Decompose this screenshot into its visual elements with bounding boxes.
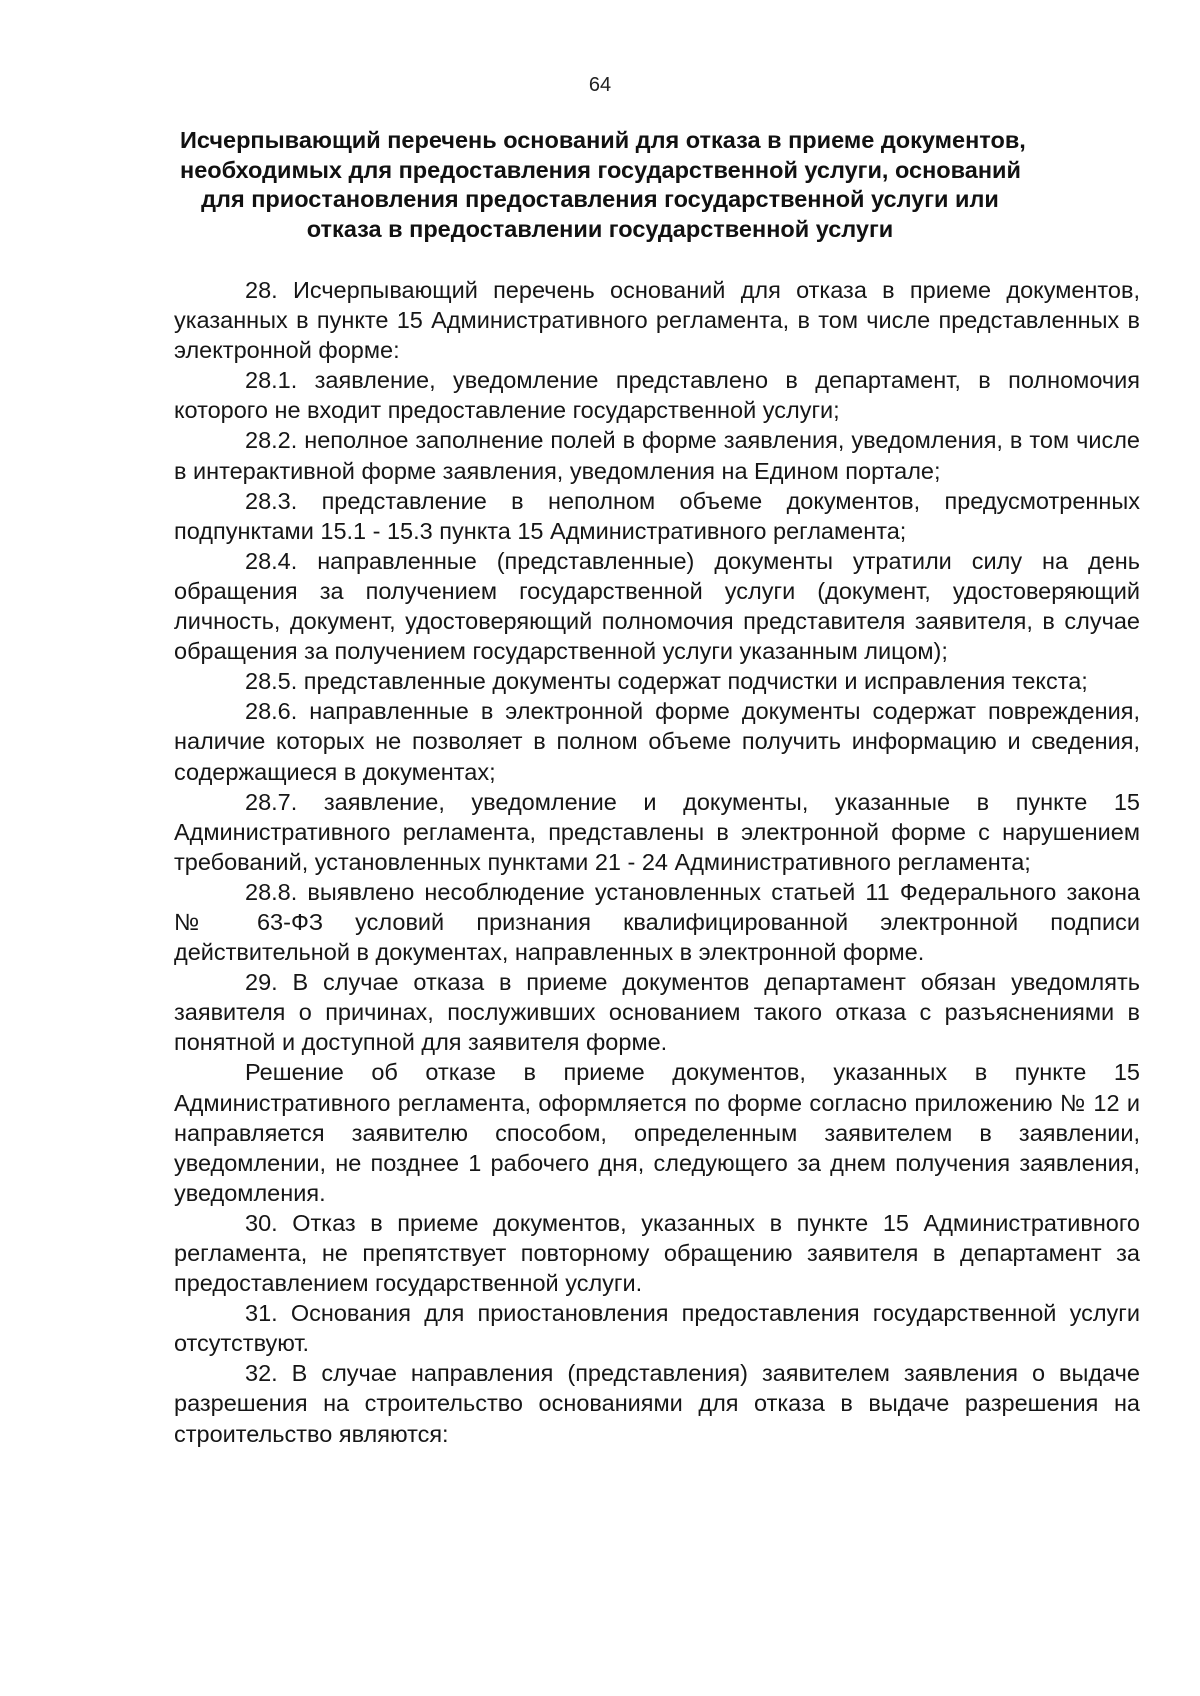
paragraph-28-2: 28.2. неполное заполнение полей в форме заявления, уведомления, в том числе в интерактивной форме заявления, уведомления на Едином портале; <box>174 427 1140 484</box>
paragraph-28: 28. Исчерпывающий перечень оснований для отказа в приеме документов, указанных в пункте 15 Административного регламента, в том числе представленных в электронной форме: <box>174 277 1140 364</box>
heading-line: отказа в предоставлении государственной услуги <box>306 215 894 242</box>
page-number: 64 <box>588 74 612 96</box>
paragraph-28-3: 28.3. представление в неполном объеме документов, предусмотренных подпунктами 15.1 - 15.3 пункта 15 Административного регламента; <box>174 487 1140 544</box>
paragraph-28-7: 28.7. заявление, уведомление и документы, указанные в пункте 15 Административного регламента, представлены в электронной форме с нарушением требований, установленных пунктами 21 - 24 Административного регламента; <box>174 788 1140 875</box>
paragraph-29-decision: Решение об отказе в приеме документов, указанных в пункте 15 Административного регламента, оформляется по форме согласно приложению № 12 и направляется заявителю способом, определенным заявителем в заявлении, уведомлении, не позднее 1 рабочего дня, следующего за днем получения заявления, уведомления. <box>174 1059 1140 1206</box>
paragraph-28-6: 28.6. направленные в электронной форме документы содержат повреждения, наличие которых не позволяет в полном объеме получить информацию и сведения, содержащиеся в документах; <box>174 698 1140 785</box>
paragraph-28-8: 28.8. выявлено несоблюдение установленных статьей 11 Федерального закона № 63-ФЗ условий признания квалифицированной электронной подписи действительной в документах, направленных в электронной форме. <box>174 878 1140 966</box>
section-heading <box>180 126 1026 244</box>
heading-line: необходимых для предоставления государственной услуги, оснований <box>180 156 1021 183</box>
heading-line: Исчерпывающий перечень оснований для отказа в приеме документов, <box>180 127 1026 153</box>
paragraph-28-1: 28.1. заявление, уведомление представлено в департамент, в полномочия которого не входит предоставление государственной услуги; <box>174 367 1140 424</box>
paragraph-32: 32. В случае направления (представления) заявителем заявления о выдаче разрешения на строительство основаниями для отказа в выдаче разрешения на строительство являются: <box>174 1360 1140 1447</box>
paragraph-29: 29. В случае отказа в приеме документов департамент обязан уведомлять заявителя о причинах, послуживших основанием такого отказа с разъяснениями в понятной и доступной для заявителя форме. <box>174 969 1140 1056</box>
paragraph-31: 31. Основания для приостановления предоставления государственной услуги отсутствуют. <box>174 1300 1140 1357</box>
paragraph-30: 30. Отказ в приеме документов, указанных в пункте 15 Административного регламента, не препятствует повторному обращению заявителя в департамент за предоставлением государственной услуги. <box>174 1209 1140 1297</box>
heading-line: для приостановления предоставления государственной услуги или <box>201 186 999 212</box>
document-body <box>174 275 1140 1449</box>
paragraph-28-4: 28.4. направленные (представленные) документы утратили силу на день обращения за получением государственной услуги (документ, удостоверяющий личность, документ, удостоверяющий полномочия представителя заявителя, в случае обращения за получением государственной услуги указанным лицом); <box>174 547 1140 665</box>
paragraph-28-5: 28.5. представленные документы содержат подчистки и исправления текста; <box>245 668 1088 695</box>
